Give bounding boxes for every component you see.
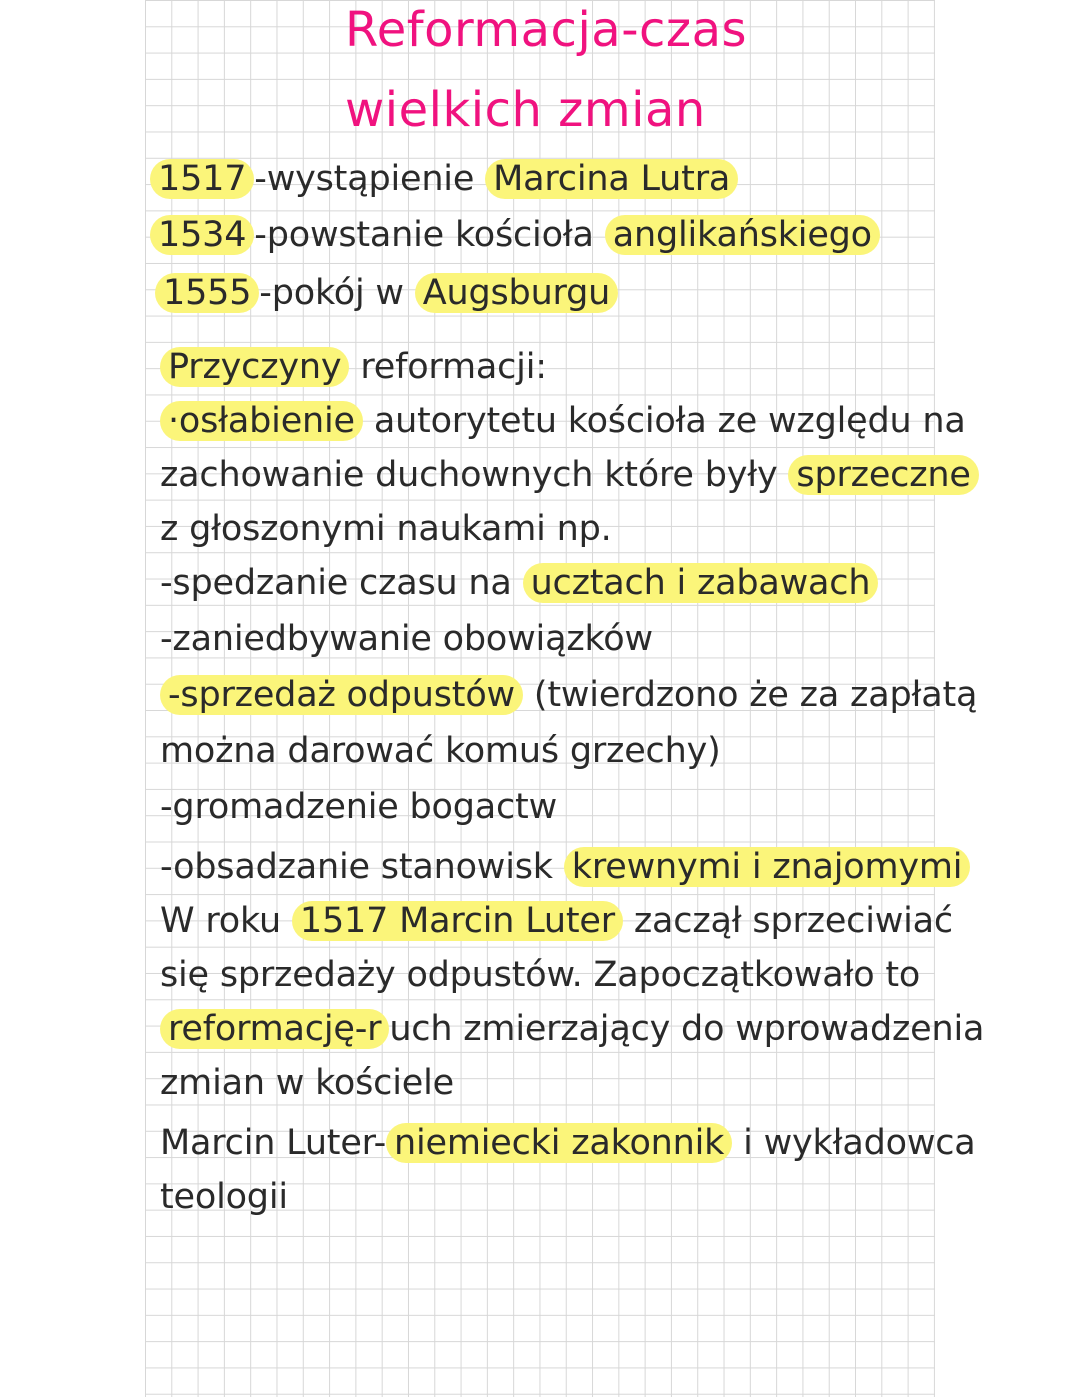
- cause-line-9: [160, 844, 970, 890]
- cause-text: (twierdzono że za zapłatą: [522, 675, 978, 715]
- date-text: -powstanie kościoła: [254, 215, 605, 255]
- luther-line-4: [160, 1060, 454, 1106]
- date-text: -wystąpienie: [254, 159, 486, 199]
- date-highlight: Augsburgu: [415, 273, 618, 313]
- year-highlight: 1517: [150, 159, 254, 199]
- year-highlight: 1534: [150, 215, 254, 255]
- title-line-2: wielkich zmian: [345, 82, 706, 138]
- luther-text: zaczął sprzeciwiać: [622, 901, 953, 941]
- date-line-1517: [150, 156, 738, 202]
- cause-line-5: [160, 616, 653, 662]
- cause-line-4: [160, 560, 878, 606]
- cause-text: autorytetu kościoła ze względu na: [362, 401, 966, 441]
- title-line-1: Reformacja-czas: [345, 2, 748, 58]
- cause-highlight: ucztach i zabawach: [523, 563, 879, 603]
- luther-text: się sprzedaży odpustów. Zapoczątkowało to: [160, 955, 921, 995]
- date-line-1534: [150, 212, 880, 258]
- cause-text: -gromadzenie bogactw: [160, 787, 557, 827]
- luther-line-3: [160, 1006, 984, 1052]
- luther-line-6: [160, 1174, 288, 1220]
- luther-line-1: [160, 898, 953, 944]
- cause-highlight: -sprzedaż odpustów: [160, 675, 523, 715]
- luther-text: W roku: [160, 901, 292, 941]
- luther-highlight: 1517 Marcin Luter: [292, 901, 623, 941]
- cause-line-3: [160, 506, 612, 552]
- cause-line-8: [160, 784, 557, 830]
- date-line-1555: [155, 270, 618, 316]
- year-highlight: 1555: [155, 273, 259, 313]
- cause-line-2: [160, 452, 979, 498]
- cause-text: -obsadzanie stanowisk: [160, 847, 564, 887]
- cause-line-1: [160, 398, 966, 444]
- cause-highlight: sprzeczne: [788, 455, 978, 495]
- causes-heading: [160, 344, 547, 390]
- luther-highlight: niemiecki zakonnik: [386, 1123, 732, 1163]
- cause-text: zachowanie duchownych które były: [160, 455, 789, 495]
- date-highlight: Marcina Lutra: [485, 159, 738, 199]
- causes-heading-highlight: Przyczyny: [160, 347, 349, 387]
- causes-heading-rest: reformacji:: [349, 347, 547, 387]
- luther-highlight: reformację-r: [160, 1009, 389, 1049]
- date-highlight: anglikańskiego: [605, 215, 880, 255]
- cause-line-7: [160, 728, 721, 774]
- luther-line-5: [160, 1120, 976, 1166]
- date-text: -pokój w: [259, 273, 415, 313]
- cause-text: -spedzanie czasu na: [160, 563, 523, 603]
- luther-text: teologii: [160, 1177, 288, 1217]
- cause-text: można darować komuś grzechy): [160, 731, 721, 771]
- cause-line-6: [160, 672, 977, 718]
- luther-line-2: [160, 952, 920, 998]
- luther-text: uch zmierzający do wprowadzenia: [389, 1009, 985, 1049]
- cause-highlight: ·osłabienie: [160, 401, 363, 441]
- luther-text: zmian w kościele: [160, 1063, 454, 1103]
- cause-text: z głoszonymi naukami np.: [160, 509, 612, 549]
- cause-text: -zaniedbywanie obowiązków: [160, 619, 653, 659]
- cause-highlight: krewnymi i znajomymi: [564, 847, 971, 887]
- luther-text: Marcin Luter-: [160, 1123, 387, 1163]
- luther-text: i wykładowca: [732, 1123, 976, 1163]
